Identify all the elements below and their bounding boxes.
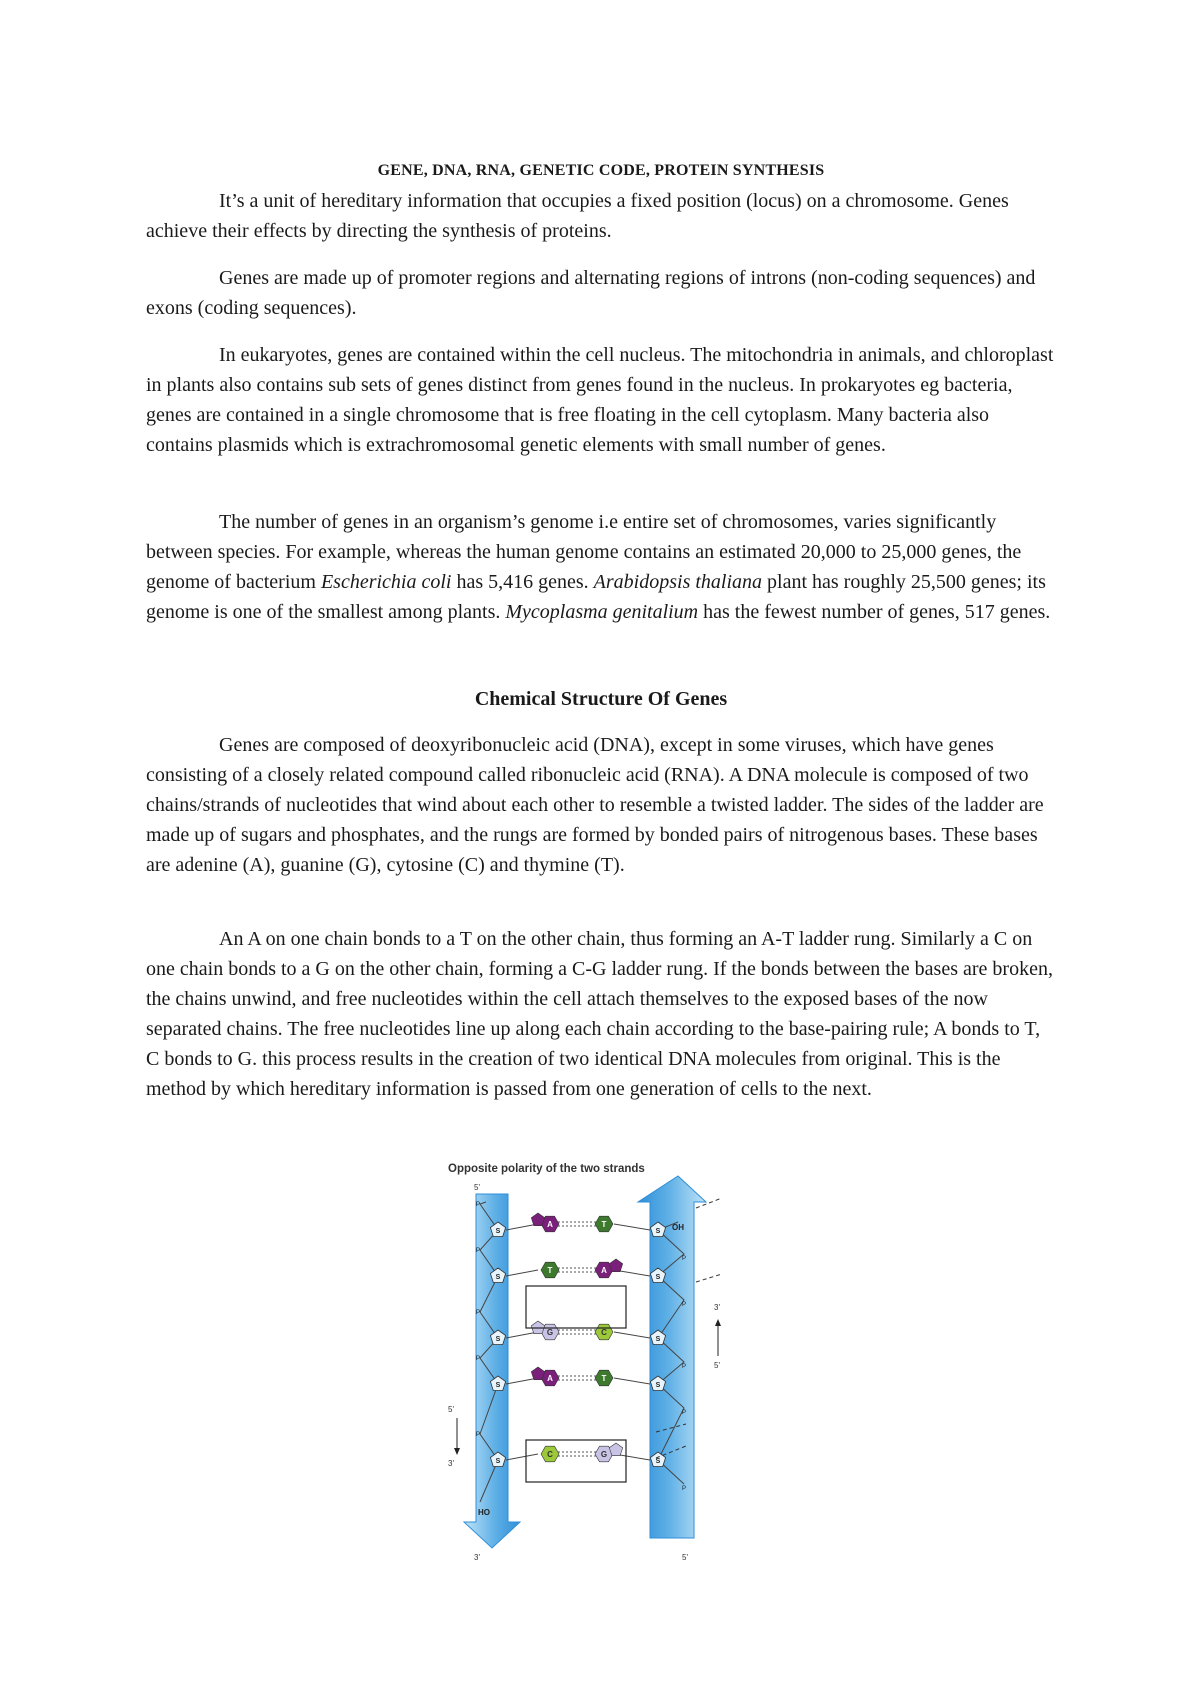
left-strand-arrow	[464, 1194, 520, 1548]
right-sugar-label-2: S	[655, 1274, 661, 1281]
species-mycoplasma: Mycoplasma genitalium	[505, 601, 699, 623]
left-base-label-5: C	[547, 1450, 553, 1459]
right-base-5	[595, 1443, 623, 1462]
right-end-label: OH	[672, 1223, 684, 1232]
right-base-4	[595, 1370, 613, 1386]
left-base-label-1: A	[547, 1220, 553, 1229]
svg-text:3': 3'	[448, 1459, 454, 1468]
paragraph-gene-count: The number of genes in an organism’s genome i.e entire set of chromosomes, varies significantly between species. For example, whereas the human genome contains an estimated 20,000 to 25,000 genes, the genome of bacterium Escherichia coli has 5,416 genes. Arabidopsis thaliana plant has roughly 25,500 genes; its genome is one of the smallest among plants. Mycoplasma genitalium has the fewest number of genes, 517 genes.	[146, 511, 1051, 623]
right-direction-indicator	[714, 1303, 721, 1370]
right-base-label-5: G	[600, 1450, 608, 1459]
dna-polarity-diagram	[446, 1162, 726, 1562]
svg-text:3': 3'	[714, 1303, 720, 1312]
left-strand-bottom-label: 3'	[474, 1553, 480, 1562]
right-sugar-label-1: S	[655, 1228, 661, 1235]
base-pair-2	[506, 1259, 650, 1278]
left-base-1	[531, 1213, 559, 1232]
left-sugar-label-1: S	[495, 1228, 501, 1235]
left-base-label-4: A	[547, 1374, 553, 1383]
left-base-label-2: T	[547, 1266, 553, 1275]
left-phosphate-1: P	[476, 1202, 481, 1208]
right-sugar-label-4: S	[655, 1382, 661, 1389]
left-base-4	[531, 1367, 559, 1386]
left-phosphate-2: P	[476, 1248, 481, 1254]
paragraph-dna-structure: Genes are composed of deoxyribonucleic acid (DNA), except in some viruses, which have genes consisting of a closely related compound called ribonucleic acid (RNA). A DNA molecule is composed of two chains/strands of nucleotides that wind about each other to resemble a twisted ladder. The sides of the ladder are made up of sugars and phosphates, and the rungs are formed by bonded pairs of nitrogenous bases. These bases are adenine (A), guanine (G), cytosine (C) and thymine (T).	[146, 734, 1044, 876]
base-pair-5	[506, 1443, 650, 1462]
paragraph-gene-definition: It’s a unit of hereditary information that occupies a fixed position (locus) on a chromosome. Genes achieve their effects by directing the synthesis of proteins.	[146, 190, 1009, 242]
svg-text:5': 5'	[714, 1361, 720, 1370]
base-pair-3	[506, 1321, 650, 1340]
left-sugar-label-2: S	[495, 1274, 501, 1281]
right-phosphate-4: P	[682, 1410, 687, 1416]
left-sugar-label-3: S	[495, 1336, 501, 1343]
left-phosphate-5: P	[476, 1432, 481, 1438]
right-phosphate-3: P	[682, 1364, 687, 1370]
left-sugar-label-5: S	[495, 1458, 501, 1465]
left-end-label: HO	[478, 1508, 490, 1517]
dna-polarity-figure	[446, 1162, 726, 1562]
figure-title: Opposite polarity of the two strands	[448, 1163, 645, 1175]
dashed-guide-2	[696, 1274, 722, 1282]
left-base-3	[531, 1321, 559, 1340]
species-ecoli: Escherichia coli	[320, 571, 452, 593]
left-phosphate-4: P	[476, 1356, 481, 1362]
base-pair-4	[506, 1367, 650, 1386]
left-base-label-3: G	[546, 1328, 554, 1337]
right-base-3	[595, 1324, 613, 1340]
section-heading-chemical-structure: Chemical Structure Of Genes	[474, 688, 728, 710]
right-sugar-label-3: S	[655, 1336, 661, 1343]
document-title: GENE, DNA, RNA, GENETIC CODE, PROTEIN SYNTHESIS	[377, 162, 825, 179]
right-sugar-label-5: S	[655, 1458, 661, 1465]
right-phosphate-5: P	[682, 1486, 687, 1492]
right-base-1	[595, 1216, 613, 1232]
right-phosphate-2: P	[682, 1302, 687, 1308]
highlight-box-pair-2	[526, 1286, 626, 1328]
right-base-label-3: C	[601, 1328, 607, 1337]
left-sugar-label-4: S	[495, 1382, 501, 1389]
left-base-5	[541, 1446, 559, 1462]
right-base-label-1: T	[601, 1220, 607, 1229]
right-base-2	[595, 1259, 623, 1278]
right-base-label-4: T	[601, 1374, 607, 1383]
right-strand-bottom-label: 5'	[682, 1553, 688, 1562]
paragraph-gene-location: In eukaryotes, genes are contained within the cell nucleus. The mitochondria in animals, and chloroplast in plants also contains sub sets of genes distinct from genes found in the nucleus. In prokaryotes eg bacteria, genes are contained in a single chromosome that is free floating in the cell cytoplasm. Many bacteria also contains plasmids which is extrachromosomal genetic elements with small number of genes.	[146, 344, 1054, 456]
right-phosphate-1: P	[682, 1256, 687, 1262]
left-direction-indicator	[448, 1405, 460, 1468]
paragraph-base-pairing: An A on one chain bonds to a T on the other chain, thus forming an A-T ladder rung. Similarly a C on one chain bonds to a G on the other chain, forming a C-G ladder rung. If the bonds between the bases are broken, the chains unwind, and free nucleotides within the cell attach themselves to the exposed bases of the now separated chains. The free nucleotides line up along each chain according to the base-pairing rule; A bonds to T, C bonds to G. this process results in the creation of two identical DNA molecules from original. This is the method by which hereditary information is passed from one generation of cells to the next.	[146, 928, 1053, 1100]
right-base-label-2: A	[601, 1266, 607, 1275]
species-arabidopsis: Arabidopsis thaliana	[593, 571, 763, 593]
left-phosphate-3: P	[476, 1310, 481, 1316]
left-strand-top-label: 5'	[474, 1183, 480, 1192]
left-base-2	[541, 1262, 559, 1278]
base-pair-1	[506, 1213, 650, 1232]
paragraph-gene-regions: Genes are made up of promoter regions and alternating regions of introns (non-coding sequences) and exons (coding sequences).	[146, 267, 1036, 319]
svg-text:5': 5'	[448, 1405, 454, 1414]
